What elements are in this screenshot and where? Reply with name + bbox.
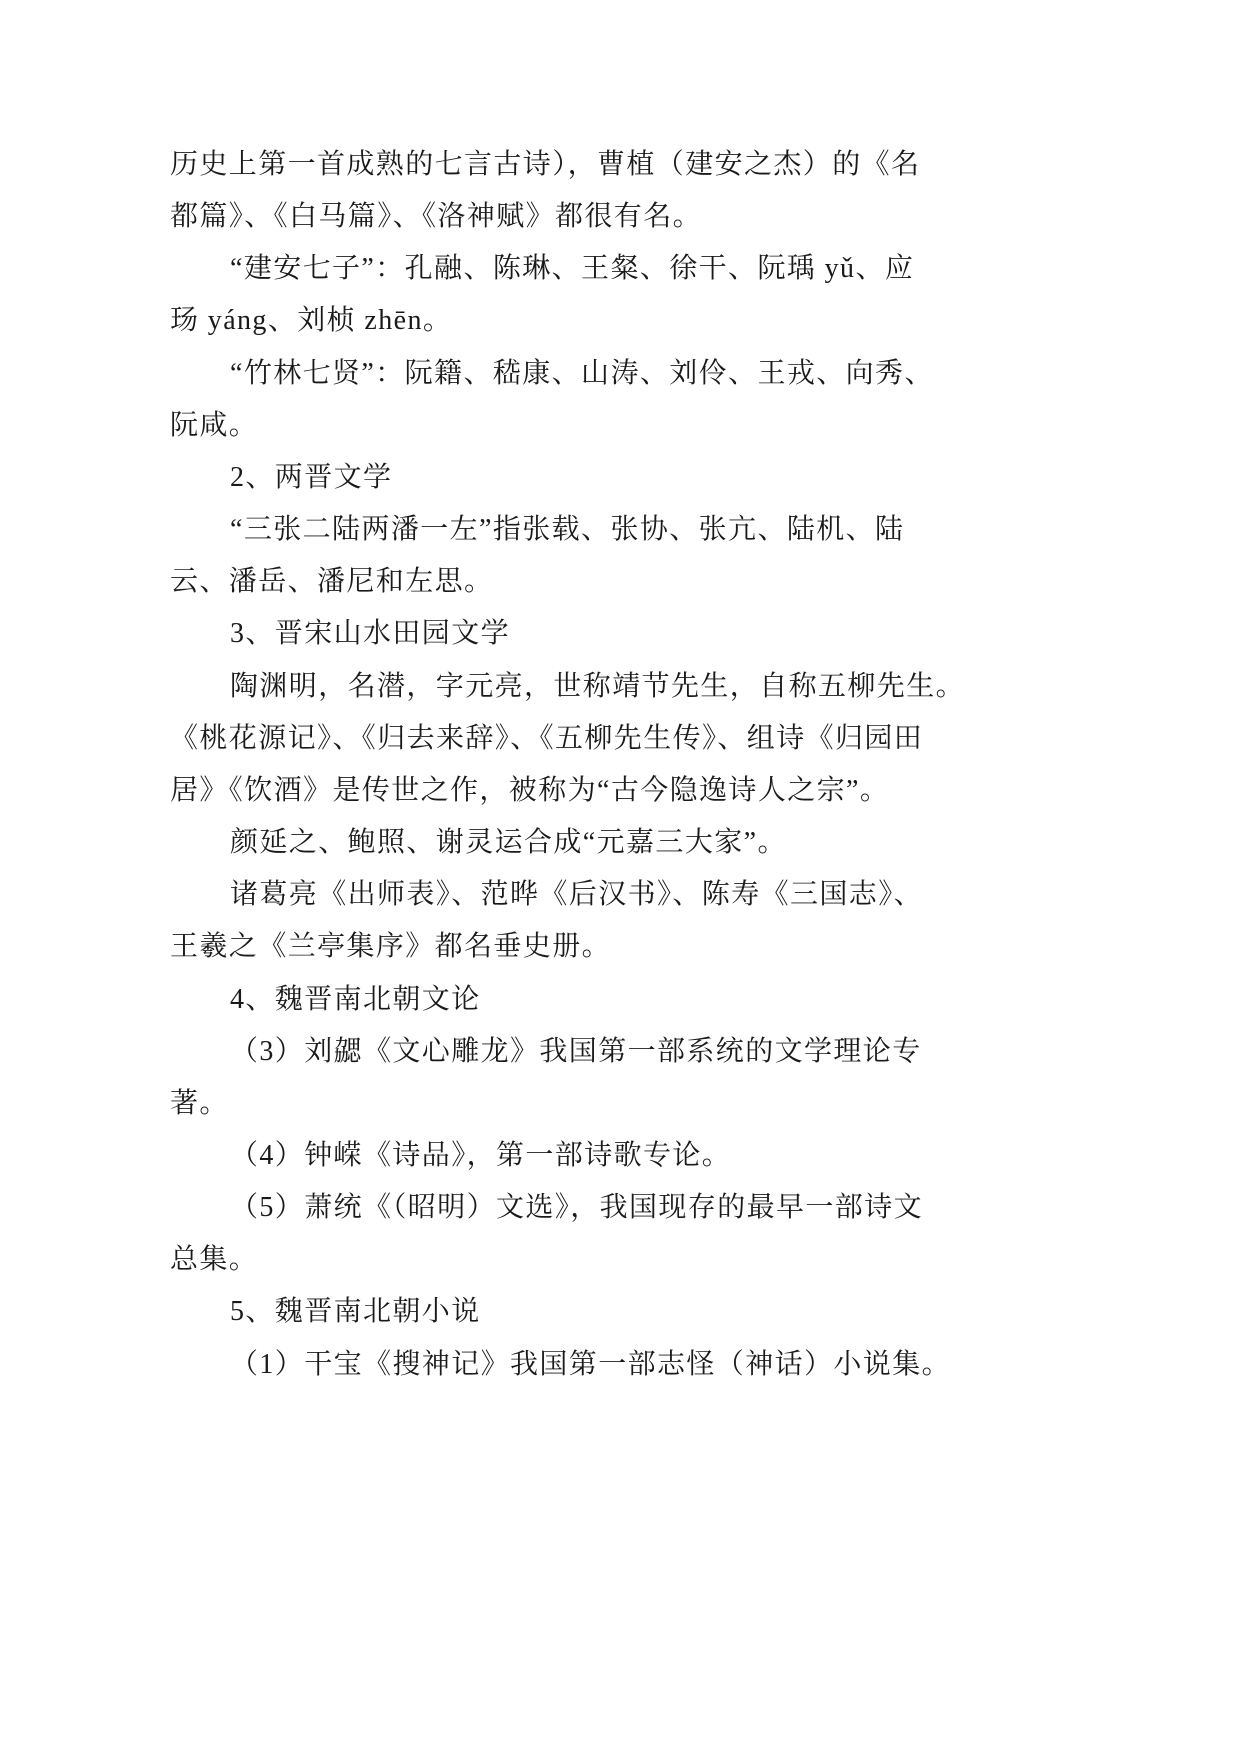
text-line: 王羲之《兰亭集序》都名垂史册。 [170,931,612,963]
text-line: 颜延之、鲍照、谢灵运合成“元嘉三大家”。 [230,827,787,859]
paragraph [170,661,1070,817]
text-line: 居》《饮酒》是传世之作，被称为“古今隐逸诗人之宗”。 [170,774,890,806]
text-line: 云、潘岳、潘尼和左思。 [170,566,494,598]
text-line: “三张二陆两潘一左”指张载、张协、张亢、陆机、陆 [230,514,905,546]
text-line: （5）萧统《（昭明）文选》，我国现存的最早一部诗文 [230,1192,924,1224]
document-body [170,139,1070,1391]
text-line: 阮咸。 [170,409,259,441]
text-line: （1）干宝《搜神记》我国第一部志怪（神话）小说集。 [230,1348,952,1380]
paragraph [170,139,1070,243]
paragraph [170,348,1070,452]
paragraph [170,869,1070,973]
text-line: 历史上第一首成熟的七言古诗），曹植（建安之杰）的《名 [170,149,921,180]
text-line: 总集。 [170,1244,259,1276]
paragraph [170,243,1070,347]
text-line: 玚 yáng、刘桢 zhēn。 [170,305,453,337]
text-line: “建安七子”：孔融、陈琳、王粲、徐干、阮瑀 yǔ、应 [230,253,915,285]
paragraph [170,1182,1070,1286]
text-line: 诸葛亮《出师表》、范晔《后汉书》、陈寿《三国志》、 [230,879,924,911]
section-heading-text: 3、晋宋山水田园文学 [230,618,511,650]
paragraph [170,1130,1070,1182]
section-heading [170,974,1070,1026]
paragraph [170,504,1070,608]
text-line: 陶渊明，名潜，字元亮，世称靖节先生，自称五柳先生。 [230,670,966,702]
text-line: 著。 [170,1087,229,1119]
section-heading [170,452,1070,504]
section-heading [170,1286,1070,1338]
text-line: 《桃花源记》、《归去来辞》、《五柳先生传》、组诗《归园田 [170,722,924,754]
paragraph [170,817,1070,869]
section-heading [170,608,1070,660]
text-line: （4）钟嵘《诗品》，第一部诗歌专论。 [230,1139,732,1171]
section-heading-text: 4、魏晋南北朝文论 [230,983,481,1015]
paragraph [170,1026,1070,1130]
text-line: （3）刘勰《文心雕龙》我国第一部系统的文学理论专 [230,1035,922,1067]
text-line: “竹林七贤”：阮籍、嵇康、山涛、刘伶、王戎、向秀、 [230,357,934,389]
section-heading-text: 2、两晋文学 [230,461,393,493]
section-heading-text: 5、魏晋南北朝小说 [230,1296,481,1328]
paragraph [170,1339,1070,1391]
text-line: 都篇》、《白马篇》、《洛神赋》都很有名。 [170,201,703,233]
